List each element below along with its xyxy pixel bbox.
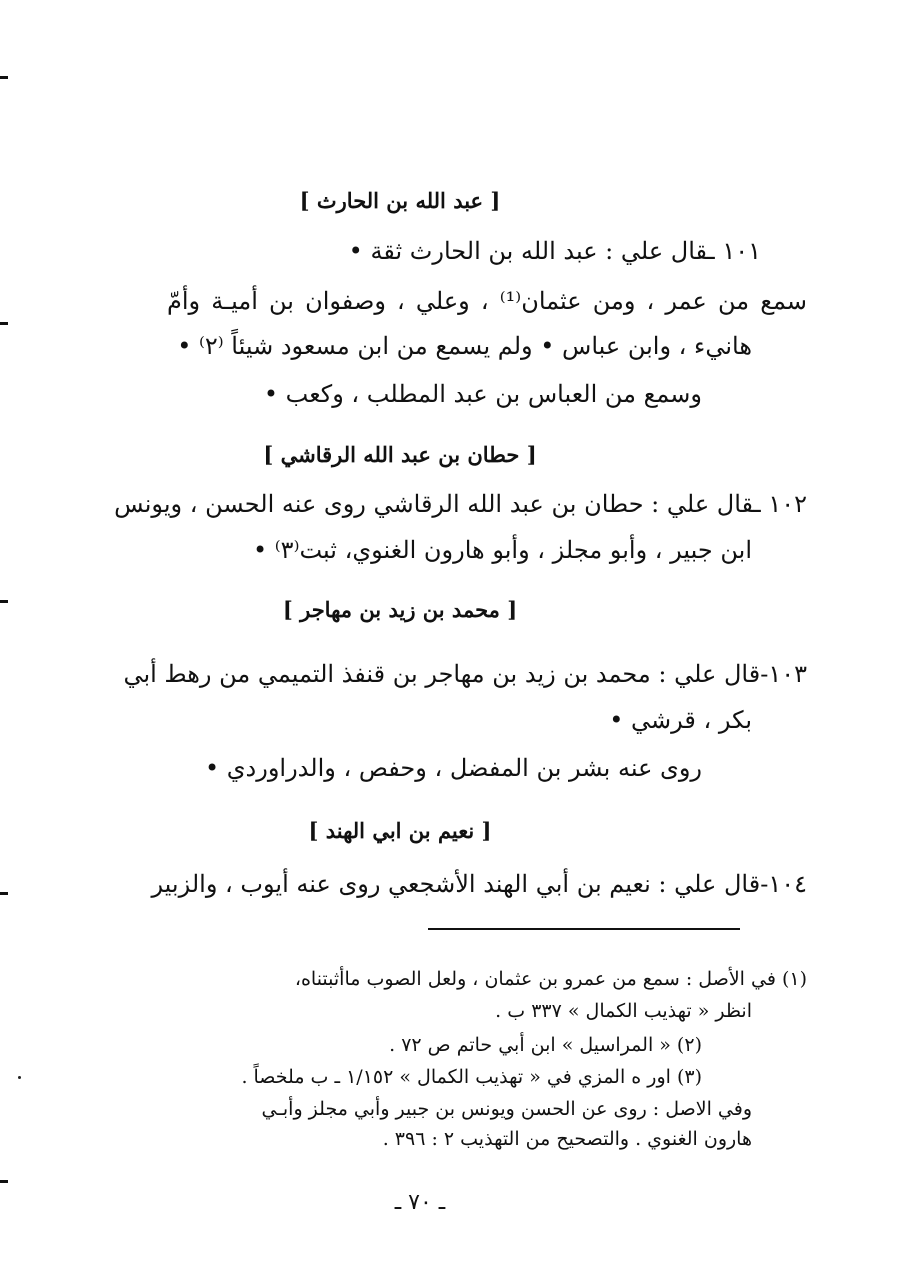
entry-line: سمع من عمر ، ومن عثمان⁽¹⁾ ، وعلي ، وصفوان بن أميـة وأمّ: [167, 287, 807, 315]
footnote-line: هارون الغنوي . والتصحيح من التهذيب ٢ : ٣٩٦ .: [382, 1128, 752, 1150]
entry-line: ١٠٤-قال علي : نعيم بن أبي الهند الأشجعي روى عنه أيوب ، والزبير: [151, 870, 807, 898]
section-heading: [ نعيم بن ابي الهند ]: [308, 818, 492, 843]
footnote-line: (١) في الأصل : سمع من عمرو بن عثمان ، ولعل الصوب ماأثبتناه،: [294, 968, 807, 990]
footnote-line: (٢) « المراسيل » ابن أبي حاتم ص ٧٢ .: [389, 1034, 702, 1056]
section-heading: [ محمد بن زيد بن مهاجر ]: [282, 597, 518, 622]
scan-edge-mark: [0, 322, 8, 325]
entry-line: ابن جبير ، وأبو مجلز ، وأبو هارون الغنوي، ثبت⁽٣⁾ •: [252, 536, 752, 564]
entry-line: بكر ، قرشي •: [609, 706, 752, 734]
page-number: ـ ٧٠ ـ: [394, 1190, 446, 1215]
scan-edge-mark: [0, 1180, 8, 1183]
entry-line: ١٠٢ ـقال علي : حطان بن عبد الله الرقاشي روى عنه الحسن ، ويونس: [114, 490, 807, 518]
scan-edge-mark: [0, 892, 8, 895]
entry-line: ١٠٣-قال علي : محمد بن زيد بن مهاجر بن قنفذ التميمي من رهط أبي: [123, 660, 807, 688]
section-heading: [ عبد الله بن الحارث ]: [299, 188, 501, 213]
scan-edge-mark: [0, 600, 8, 603]
entry-line: روى عنه بشر بن المفضل ، وحفص ، والدراوردي •: [204, 754, 702, 782]
footnote-line: (٣) اور ه المزي في « تهذيب الكمال » ١/١٥٢ ـ ب ملخصاً .: [241, 1066, 702, 1088]
section-heading: [ حطان بن عبد الله الرقاشي ]: [263, 442, 537, 467]
entry-line: هانيء ، وابن عباس • ولم يسمع من ابن مسعود شيئاً ⁽٢⁾ •: [177, 332, 752, 360]
footnote-separator: [428, 928, 740, 930]
footnote-line: انظر « تهذيب الكمال » ٣٣٧ ب .: [495, 1000, 752, 1022]
scan-speck: [18, 1076, 21, 1079]
entry-line: ١٠١ ـقال علي : عبد الله بن الحارث ثقة •: [348, 237, 761, 265]
scan-edge-mark: [0, 76, 8, 79]
entry-line: وسمع من العباس بن عبد المطلب ، وكعب •: [263, 380, 702, 408]
footnote-line: وفي الاصل : روى عن الحسن ويونس بن جبير وأبي مجلز وأبـي: [261, 1098, 752, 1120]
